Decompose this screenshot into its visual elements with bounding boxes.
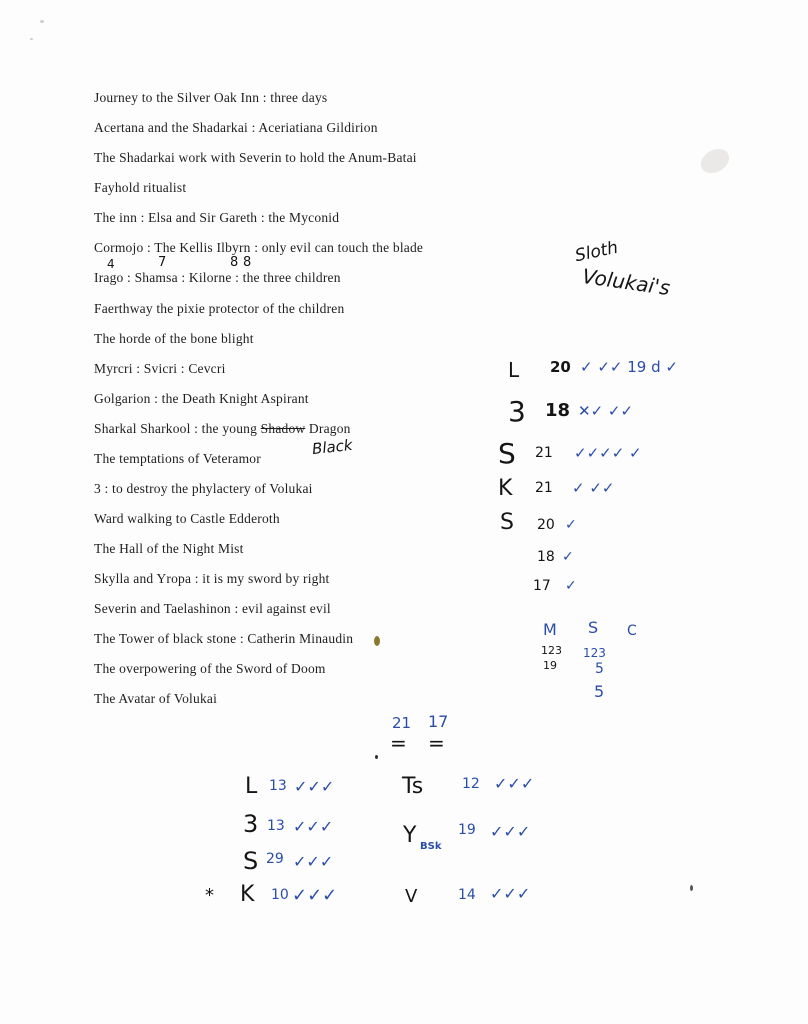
- tally-value: 19: [458, 822, 476, 838]
- tally-marks: ✓✓✓✓ ✓: [574, 444, 642, 462]
- msc-cell: 19: [543, 659, 557, 672]
- tally-value: 12: [462, 776, 480, 792]
- typed-line: [94, 421, 351, 437]
- typed-line: Golgarion : the Death Knight Aspirant: [94, 391, 309, 406]
- paper-speck: [30, 38, 33, 40]
- typed-line: Fayhold ritualist: [94, 180, 187, 195]
- tally-letter: S: [243, 847, 259, 875]
- typed-line: The Tower of black stone : Catherin Minaudin: [94, 631, 354, 646]
- tally-letter: V: [405, 886, 418, 907]
- paper-speck: [40, 20, 44, 23]
- tally-letter: S: [500, 510, 514, 535]
- paper-stain: [697, 144, 734, 178]
- msc-cell: 123: [583, 646, 606, 660]
- tally-letter: 3: [243, 810, 259, 838]
- typed-line-part: Dragon: [305, 421, 351, 436]
- typed-line: Cormojo : The Kellis Ilbyrn : only evil can touch the blade: [94, 240, 424, 255]
- tally-letter: L: [245, 774, 258, 799]
- typed-line: Ward walking to Castle Edderoth: [94, 511, 280, 526]
- tally-marks: ✓✓✓: [490, 822, 531, 841]
- tally-marks: ✕✓ ✓✓: [578, 402, 634, 420]
- typed-line: Journey to the Silver Oak Inn : three days: [94, 90, 328, 105]
- msc-cell: 5: [594, 682, 605, 701]
- handwritten-number: 4: [107, 257, 115, 271]
- typed-line-part: Sharkal Sharkool : the young: [94, 421, 261, 436]
- typed-line: The Hall of the Night Mist: [94, 541, 244, 556]
- tally-marks: ✓ ✓✓ 19 d ✓: [580, 358, 678, 376]
- equals-sign: =: [390, 731, 407, 755]
- count-value: 17: [428, 712, 449, 731]
- typed-line: The overpowering of the Sword of Doom: [94, 661, 326, 676]
- typed-line: The temptations of Veteramor: [94, 451, 261, 466]
- typed-line: Irago : Shamsa : Kilorne : the three children: [94, 270, 341, 285]
- tally-value: 21: [535, 480, 553, 496]
- handwritten-correction: Black: [311, 435, 354, 459]
- handwritten-number: 7: [158, 255, 167, 270]
- tally-marks: ✓ ✓✓: [572, 479, 615, 497]
- typed-line: The inn : Elsa and Sir Gareth : the Myconid: [94, 210, 340, 225]
- msc-header: S: [588, 618, 599, 637]
- typed-line: The Avatar of Volukai: [94, 691, 218, 706]
- tally-marks: ✓: [565, 517, 577, 533]
- paper-speck: [690, 885, 693, 891]
- tally-marks: ✓✓✓: [490, 884, 531, 903]
- tally-letter: 3: [508, 395, 526, 428]
- tally-value: 20: [537, 517, 555, 533]
- tally-marks: ✓: [562, 549, 574, 565]
- tally-letter: L: [508, 358, 520, 382]
- tally-marks: ✓✓✓: [294, 777, 335, 796]
- tally-subscript: BSk: [420, 841, 442, 852]
- tally-value: 21: [535, 445, 553, 461]
- typed-line: Myrcri : Svicri : Cevcri: [94, 361, 226, 376]
- count-value: 21: [392, 714, 412, 732]
- tally-value: 13: [267, 818, 285, 834]
- tally-marks: ✓✓✓: [292, 885, 338, 906]
- tally-value: 10: [271, 887, 289, 903]
- tally-letter: Ts: [402, 774, 424, 799]
- typed-line: Skylla and Yropa : it is my sword by right: [94, 571, 330, 586]
- side-note: Volukai's: [580, 263, 672, 301]
- tally-letter: Y: [403, 823, 417, 848]
- tally-prefix: *: [205, 885, 214, 906]
- tally-letter: S: [498, 437, 516, 470]
- msc-header: M: [543, 620, 557, 639]
- handwritten-number: 8: [243, 255, 252, 270]
- typed-line: Faerthway the pixie protector of the children: [94, 301, 345, 316]
- tally-marks: ✓✓✓: [293, 852, 334, 871]
- side-note: Sloth: [573, 237, 620, 267]
- tally-letter: K: [498, 476, 513, 501]
- tally-value: 17: [533, 578, 551, 594]
- handwritten-number: 8: [230, 255, 239, 270]
- tally-value: 18: [545, 400, 571, 421]
- msc-header: C: [627, 623, 637, 639]
- tally-value: 20: [550, 358, 571, 376]
- struck-word: Shadow: [260, 421, 306, 436]
- typed-line: 3 : to destroy the phylactery of Volukai: [94, 481, 313, 496]
- tally-value: 13: [269, 778, 287, 794]
- msc-cell: 123: [541, 644, 562, 657]
- typed-line: The Shadarkai work with Severin to hold the Anum-Batai: [94, 150, 417, 165]
- typed-line: Acertana and the Shadarkai : Aceriatiana Gildirion: [94, 120, 378, 135]
- paper-speck: [375, 755, 378, 759]
- typed-line: The horde of the bone blight: [94, 331, 254, 346]
- tally-letter: K: [240, 882, 255, 907]
- msc-cell: 5: [595, 661, 604, 677]
- tally-value: 29: [266, 851, 284, 867]
- tally-value: 14: [458, 887, 476, 903]
- equals-sign: =: [428, 731, 445, 755]
- ink-blot: [374, 636, 380, 646]
- tally-marks: ✓: [565, 578, 577, 594]
- tally-marks: ✓✓✓: [293, 817, 334, 836]
- tally-value: 18: [537, 549, 555, 565]
- typed-line: Severin and Taelashinon : evil against evil: [94, 601, 331, 616]
- tally-marks: ✓✓✓: [494, 774, 535, 793]
